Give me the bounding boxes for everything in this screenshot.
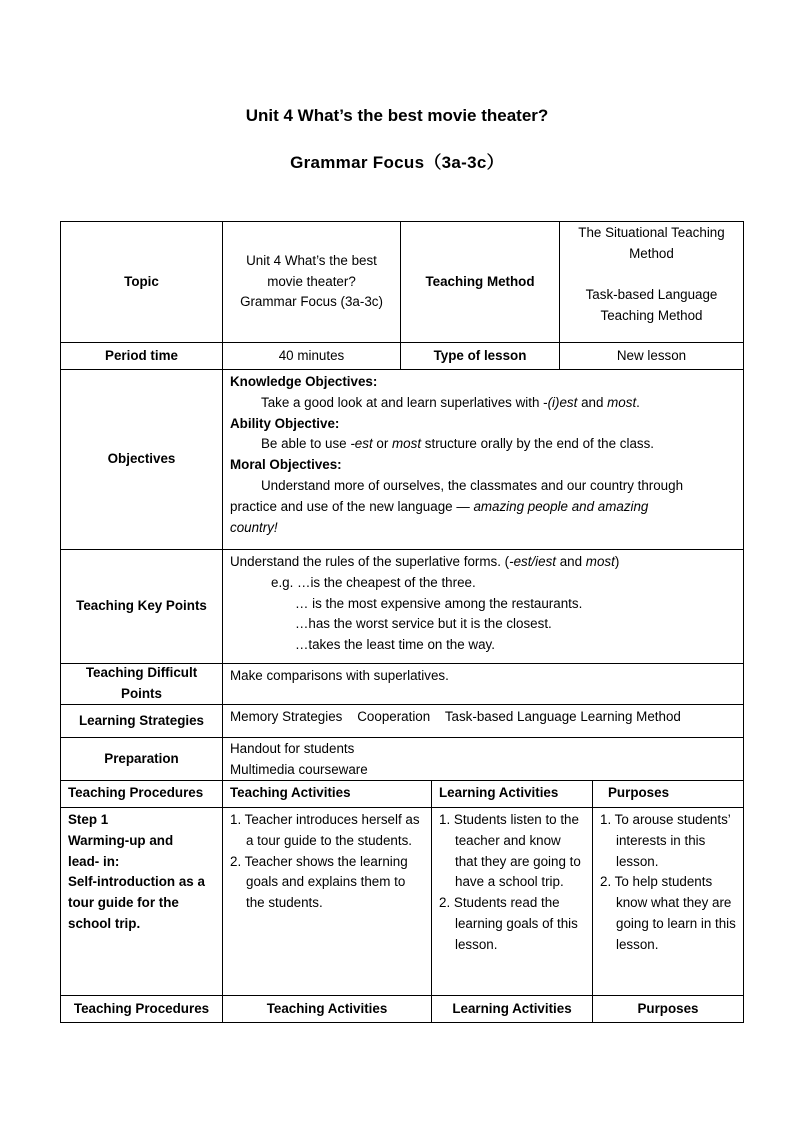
key-points-example: …takes the least time on the way.: [295, 637, 495, 653]
step1-line: Self-introduction as a: [68, 874, 205, 890]
knowledge-objectives-heading: Knowledge Objectives:: [230, 374, 378, 389]
moral-objectives-line: Understand more of ourselves, the classmates and our country through: [261, 477, 684, 493]
step1-line: tour guide for the: [68, 895, 179, 911]
moral-objectives-line: country!: [230, 519, 278, 535]
step1-learning-activities-cell: [431, 807, 593, 996]
teaching-activities-list: [230, 810, 424, 914]
period-time-value: 40 minutes: [278, 347, 345, 363]
footer-purposes-header: Purposes: [637, 1000, 699, 1016]
preparation-label-cell: [60, 737, 223, 781]
lesson-type-value-cell: [559, 342, 744, 370]
footer-learning-activities-cell: [431, 995, 593, 1023]
learning-activities-list: [439, 810, 585, 956]
document-title: Unit 4 What’s the best movie theater?: [245, 106, 549, 125]
lesson-plan-table: [60, 221, 744, 1023]
procedures-header-cell: [60, 780, 223, 808]
objectives-label-cell: [60, 369, 223, 550]
teaching-method-label-cell: [400, 221, 560, 343]
teaching-method-line: Teaching Method: [600, 308, 703, 324]
step1-purposes-cell: [592, 807, 744, 996]
teaching-method-line: Task-based Language: [585, 287, 718, 303]
lesson-type-label-cell: [400, 342, 560, 370]
learning-strategies-label-cell: [60, 704, 223, 738]
difficult-points-label-line: Teaching Difficult: [85, 665, 198, 681]
step1-procedure-cell: [60, 807, 223, 996]
preparation-item: Multimedia courseware: [230, 761, 368, 777]
footer-procedures-header: Teaching Procedures: [73, 1000, 210, 1016]
topic-value-cell: [222, 221, 401, 343]
period-time-value-cell: [222, 342, 401, 370]
footer-procedures-cell: [60, 995, 223, 1023]
footer-teaching-activities-header: Teaching Activities: [266, 1000, 388, 1016]
teaching-method-label: Teaching Method: [425, 273, 535, 289]
purposes-header-cell: [592, 780, 744, 808]
ability-objective-text: Be able to use -est or most structure orally by the end of the class.: [261, 436, 655, 452]
lesson-type-label: Type of lesson: [433, 347, 527, 363]
period-time-label: Period time: [105, 347, 178, 363]
document-subtitle: Grammar Focus（3a-3c）: [290, 153, 504, 172]
list-item: 1. Students listen to the teacher and know that they are going to have a school trip.: [439, 812, 581, 890]
key-points-content-cell: [222, 549, 744, 664]
list-item: 1. To arouse students’ interests in this lesson.: [600, 812, 731, 869]
period-time-label-cell: [60, 342, 223, 370]
list-item: 1. Teacher introduces herself as a tour guide to the students.: [230, 812, 420, 848]
step1-line: school trip.: [68, 915, 141, 931]
teaching-method-line: The Situational Teaching: [578, 225, 725, 240]
step1-line: Warming-up and: [68, 832, 174, 848]
preparation-label: Preparation: [104, 750, 179, 766]
topic-value-line: Unit 4 What’s the best: [246, 252, 377, 268]
key-points-label-cell: [60, 549, 223, 664]
difficult-points-value-cell: [222, 663, 744, 705]
topic-value-line: Grammar Focus (3a-3c): [240, 294, 383, 310]
preparation-item: Handout for students: [230, 741, 355, 756]
learning-activities-header: Learning Activities: [439, 785, 559, 800]
teaching-method-value-cell: [559, 221, 744, 343]
learning-strategies-value: Memory Strategies Cooperation Task-based Language Learning Method: [230, 709, 681, 724]
learning-activities-header-cell: [431, 780, 593, 808]
knowledge-objectives-text: Take a good look at and learn superlatives with -(i)est and most.: [261, 394, 640, 410]
difficult-points-value: Make comparisons with superlatives.: [230, 668, 449, 683]
footer-teaching-activities-cell: [222, 995, 432, 1023]
list-item: 2. Students read the learning goals of this lesson.: [439, 895, 578, 952]
ability-objective-heading: Ability Objective:: [230, 415, 340, 431]
teaching-method-line: Method: [629, 245, 674, 261]
key-points-label: Teaching Key Points: [76, 598, 207, 614]
moral-objectives-line: practice and use of the new language — amazing people and amazing: [230, 498, 649, 514]
purposes-list: [600, 810, 736, 956]
key-points-example: … is the most expensive among the restaurants.: [295, 595, 583, 611]
topic-label: Topic: [124, 273, 159, 289]
teaching-activities-header: Teaching Activities: [230, 785, 351, 800]
key-points-example: …has the worst service but it is the closest.: [295, 616, 552, 632]
difficult-points-label-line: Points: [121, 686, 162, 701]
objectives-content-cell: [222, 369, 744, 550]
footer-purposes-cell: [592, 995, 744, 1023]
footer-learning-activities-header: Learning Activities: [452, 1000, 572, 1016]
difficult-points-label-cell: [60, 663, 223, 705]
moral-objectives-heading: Moral Objectives:: [230, 457, 342, 473]
step1-teaching-activities-cell: [222, 807, 432, 996]
key-points-rule: Understand the rules of the superlative forms. (-est/iest and most): [230, 554, 620, 569]
lesson-type-value: New lesson: [616, 347, 687, 363]
list-item: 2. Teacher shows the learning goals and explains them to the students.: [230, 853, 408, 911]
procedures-header: Teaching Procedures: [68, 785, 204, 800]
learning-strategies-value-cell: [222, 704, 744, 738]
step1-line: lead- in:: [68, 853, 120, 869]
objectives-label: Objectives: [107, 451, 176, 467]
list-item: 2. To help students know what they are going to learn in this lesson.: [600, 874, 736, 952]
teaching-activities-header-cell: [222, 780, 432, 808]
step1-line: Step 1: [68, 812, 109, 827]
key-points-example: e.g. …is the cheapest of the three.: [271, 574, 476, 590]
topic-value-line: movie theater?: [267, 273, 356, 289]
preparation-value-cell: [222, 737, 744, 781]
purposes-header: Purposes: [608, 785, 670, 800]
learning-strategies-label: Learning Strategies: [78, 712, 204, 728]
topic-label-cell: [60, 221, 223, 343]
